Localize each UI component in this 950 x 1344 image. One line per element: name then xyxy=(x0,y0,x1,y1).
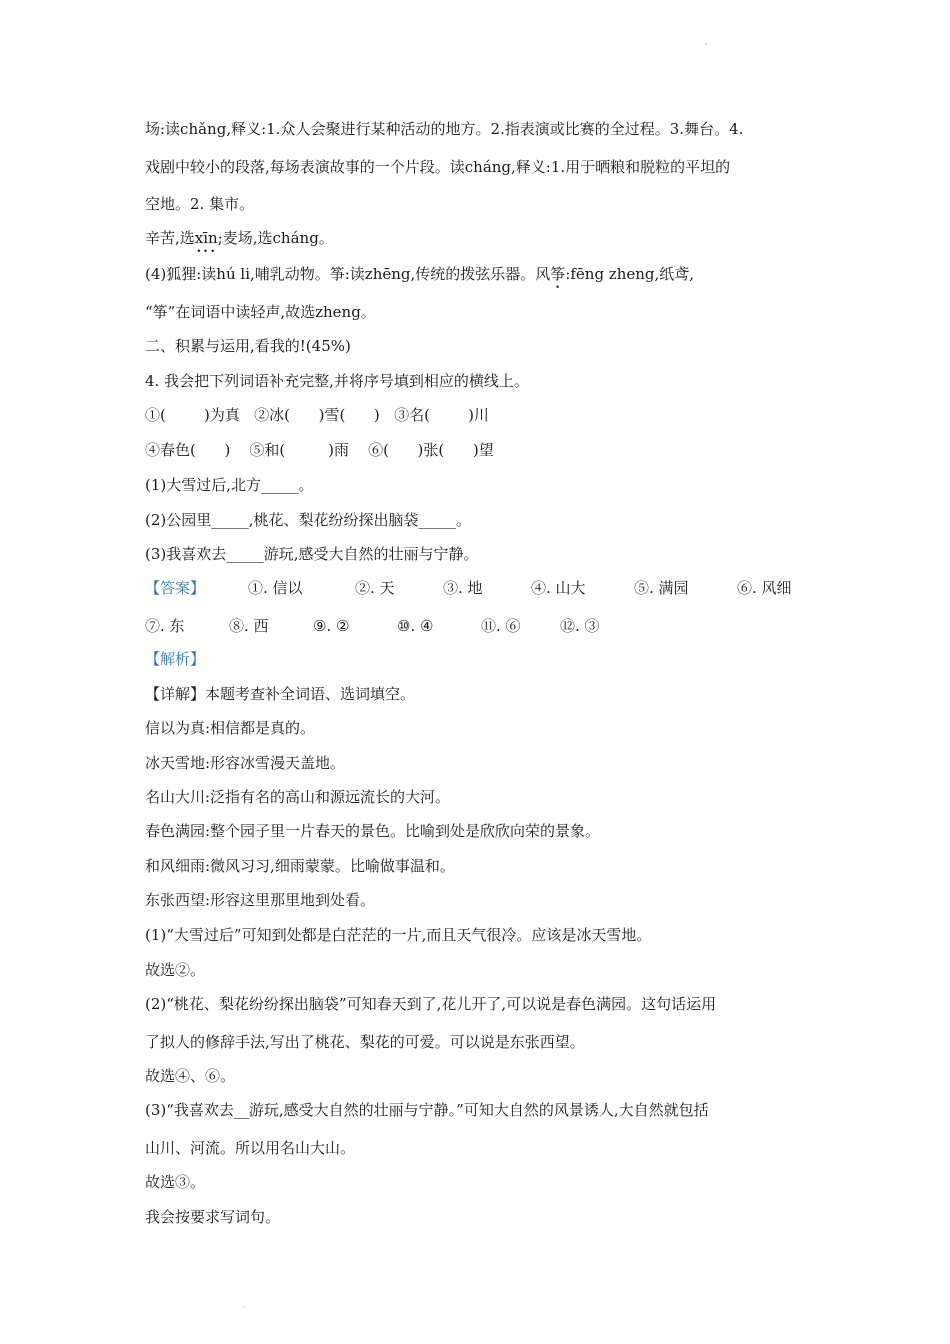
answer-item: ⑥. 风细 xyxy=(737,579,792,597)
answer-item: ①. 信以 xyxy=(248,579,303,597)
analysis-line: 冰天雪地:形容冰雪漫天盖地。 xyxy=(145,754,346,772)
analysis-line: 故选②。 xyxy=(145,961,206,979)
answer-item: ④. 山大 xyxy=(531,579,586,597)
fill-blank-1: (1)大雪过后,北方_____。 xyxy=(145,476,314,494)
line5-tail-b: :fēng zheng,纸鸢, xyxy=(565,265,695,283)
analysis-line: 故选④、⑥。 xyxy=(145,1067,236,1085)
line4-d: cháng xyxy=(272,229,319,247)
answer-item: ③. 地 xyxy=(443,579,483,597)
body-line-4 xyxy=(145,228,334,256)
analysis-line: 山川、河流。所以用名山大山。 xyxy=(145,1139,356,1157)
answer-item: ⑤. 满园 xyxy=(634,579,689,597)
line4-b: xīn xyxy=(194,229,218,247)
analysis-line: 名山大川:泛指有名的高山和源远流长的大河。 xyxy=(145,788,451,806)
analysis-line: (2)“桃花、梨花纷纷探出脑袋”可知春天到了,花儿开了,可以说是春色满园。这句话运用 xyxy=(145,995,717,1013)
line4-a: 辛苦,选 xyxy=(145,229,195,247)
line5-head: (4)狐狸:读hú li,哺乳动物。筝:读zhēng,传统的拨弦乐器。风 xyxy=(145,265,551,283)
answer-item: ⑧. 西 xyxy=(229,617,269,635)
section-heading: 二、积累与运用,看我的!(45%) xyxy=(145,337,351,355)
fill-blank-3: (3)我喜欢去_____游玩,感受大自然的壮丽与宁静。 xyxy=(145,545,479,563)
analysis-line: 【详解】本题考查补全词语、选词填空。 xyxy=(145,685,416,703)
analysis-line: 了拟人的修辞手法,写出了桃花、梨花的可爱。可以说是东张西望。 xyxy=(145,1033,585,1051)
analysis-line: 和风细雨:微风习习,细雨蒙蒙。比喻做事温和。 xyxy=(145,857,455,875)
line4-c: ;麦场,选 xyxy=(217,229,273,247)
answer-tag: 【答案】 xyxy=(145,579,206,597)
answer-item: ⑩. ④ xyxy=(397,617,434,635)
page-mark-top: · xyxy=(705,40,708,49)
answer-item: ⑨. ② xyxy=(313,617,350,635)
analysis-line: (3)“我喜欢去__游玩,感受大自然的壮丽与宁静。”可知大自然的风景诱人,大自然就包括 xyxy=(145,1101,709,1119)
question-items-row-2: ④春色( ) ⑤和( )雨 ⑥( )张( )望 xyxy=(145,441,494,459)
analysis-line: (1)“大雪过后”可知到处都是白茫茫的一片,而且天气很冷。应该是冰天雪地。 xyxy=(145,926,652,944)
answer-item: ⑪. ⑥ xyxy=(481,617,521,635)
line5-tail-a: 筝 xyxy=(550,265,566,283)
body-line-3: 空地。2. 集市。 xyxy=(145,195,255,213)
answer-item: ⑫. ③ xyxy=(560,617,600,635)
question-4: 4. 我会把下列词语补充完整,并将序号填到相应的横线上。 xyxy=(145,372,529,390)
body-line-5 xyxy=(145,264,694,292)
fill-blank-2: (2)公园里_____,桃花、梨花纷纷探出脑袋_____。 xyxy=(145,511,472,529)
analysis-tag: 【解析】 xyxy=(145,650,206,668)
analysis-line: 故选③。 xyxy=(145,1173,206,1191)
answer-item: ⑦. 东 xyxy=(145,617,185,635)
analysis-line: 信以为真:相信都是真的。 xyxy=(145,719,316,737)
question-items-row-1: ①( )为真 ②冰( )雪( ) ③名( )川 xyxy=(145,406,489,424)
body-line-2: 戏剧中较小的段落,每场表演故事的一个片段。读cháng,释义:1.用于晒粮和脱粒的平坦的 xyxy=(145,158,731,176)
answer-item: ②. 天 xyxy=(355,579,395,597)
body-line-6: “筝”在词语中读轻声,故选zheng。 xyxy=(145,303,376,321)
analysis-line: 我会按要求写词句。 xyxy=(145,1208,281,1226)
body-line-1: 场:读chǎng,释义:1.众人会聚进行某种活动的地方。2.指表演或比赛的全过程。3.舞台。4. xyxy=(145,120,744,138)
analysis-line: 东张西望:形容这里那里地到处看。 xyxy=(145,891,376,909)
line4-e: 。 xyxy=(318,229,334,247)
page-mark-bottom: · xyxy=(243,1303,246,1312)
analysis-line: 春色满园:整个园子里一片春天的景色。比喻到处是欣欣向荣的景象。 xyxy=(145,822,601,840)
